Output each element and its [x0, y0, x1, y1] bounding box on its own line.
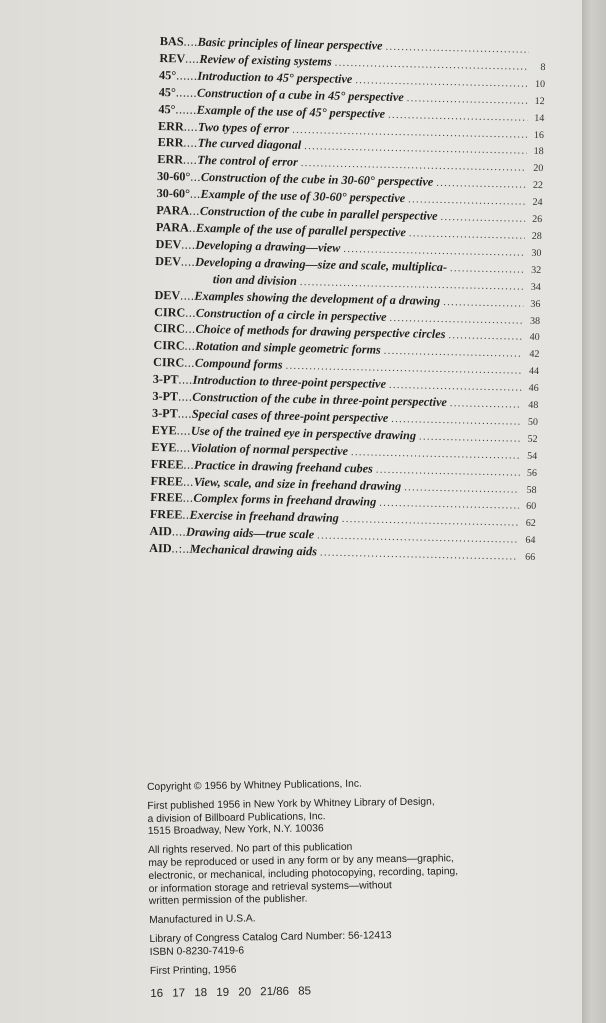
- copyright-line: Copyright © 1956 by Whitney Publications, Inc.: [147, 778, 362, 793]
- toc-section-code: PARA: [155, 219, 190, 235]
- toc-title: Example of the use of 30-60° perspective: [200, 187, 406, 206]
- toc-separator: ...: [184, 321, 196, 337]
- toc-separator: ...: [185, 305, 197, 320]
- toc-page-number: 64: [525, 535, 536, 547]
- toc-leader-dots: [440, 210, 525, 228]
- toc-section-code: CIRC: [153, 338, 185, 353]
- toc-page-number: 40: [529, 332, 540, 344]
- toc-section-code: DEV: [155, 253, 182, 269]
- toc-leader-dots: [385, 40, 529, 59]
- toc-title: Use of the trained eye in perspective drawing: [190, 423, 417, 443]
- toc-leader-dots: [379, 496, 519, 515]
- isbn-line: ISBN 0-8230-7419-6: [149, 945, 245, 958]
- rights-line: written permission of the publisher.: [148, 893, 308, 908]
- toc-page-number: 44: [528, 366, 540, 378]
- toc-separator: ...: [184, 355, 196, 371]
- toc-title: Basic principles of linear perspective: [197, 34, 383, 53]
- rights-notice: [148, 840, 509, 910]
- toc-separator: ...: [183, 457, 195, 472]
- toc-section-code: ERR: [157, 152, 184, 167]
- toc-title: Choice of methods for drawing perspective circles: [195, 322, 446, 342]
- toc-leader-dots: [450, 261, 525, 278]
- rights-line: electronic, or mechanical, including photocopying, recording, taping,: [148, 865, 459, 882]
- toc-page-number: 36: [530, 298, 541, 310]
- toc-separator: ....: [177, 406, 193, 421]
- toc-leader-dots: [443, 295, 524, 313]
- toc-section-code: REV: [159, 50, 186, 66]
- toc-section-code: 45°: [158, 84, 176, 100]
- toc-section-code: FREE: [150, 473, 184, 489]
- toc-separator: ......: [175, 101, 197, 117]
- publication-line: 1515 Broadway, New York, N.Y. 10036: [147, 823, 324, 838]
- toc-page-number: 22: [532, 180, 544, 192]
- toc-page-number: 54: [527, 450, 538, 462]
- toc-title: Construction of a cube in 45° perspective: [196, 85, 404, 104]
- toc-title: Developing a drawing—view: [195, 237, 341, 255]
- toc-page-number: 58: [526, 484, 537, 496]
- toc-section-code: PARA: [156, 203, 190, 218]
- toc-page-number: 24: [532, 196, 543, 209]
- publication-line: First published 1956 in New York by Whitney Library of Design,: [147, 796, 435, 812]
- toc-page-number: 62: [525, 518, 536, 530]
- toc-title: Example of the use of 45° perspective: [196, 102, 386, 121]
- print-number-line: 16 17 18 19 20 21/86 85: [150, 985, 312, 1001]
- toc-separator: ....: [185, 51, 200, 66]
- rights-line: All rights reserved. No part of this publication: [147, 841, 353, 857]
- toc-page-number: 30: [531, 247, 542, 259]
- toc-page-number: 18: [533, 146, 544, 158]
- toc-separator: ..:..: [171, 541, 190, 556]
- printing-line: First Printing, 1956: [149, 964, 237, 977]
- toc-section-code: DEV: [154, 287, 181, 303]
- toc-page-number: 52: [527, 433, 538, 445]
- toc-title: Review of existing systems: [199, 51, 332, 69]
- toc-title: Violation of normal perspective: [190, 440, 349, 458]
- toc-section-code: CIRC: [154, 304, 186, 320]
- toc-separator: ....: [178, 389, 193, 404]
- toc-section-code: EYE: [151, 422, 177, 438]
- toc-separator: ....: [171, 524, 187, 539]
- toc-separator: ....: [182, 152, 198, 168]
- toc-section-code: ERR: [157, 118, 184, 134]
- toc-section-code: 3-PT: [152, 388, 179, 404]
- colophon: [147, 776, 510, 1007]
- toc-title-continuation: tion and division: [212, 271, 297, 288]
- toc-leader-dots: [436, 176, 526, 194]
- toc-page-number: 14: [534, 112, 545, 124]
- toc-separator: ...: [189, 203, 201, 218]
- toc-leader-dots: [384, 344, 523, 363]
- toc-title: Construction of the cube in 30-60° perspective: [200, 170, 434, 190]
- toc-leader-dots: [388, 107, 528, 126]
- rights-line: may be reproduced or used in any form or by any means—graphic,: [148, 853, 454, 869]
- toc-title: Mechanical drawing aids: [189, 541, 318, 559]
- toc-leader-dots: [407, 91, 528, 109]
- catalog-info: [149, 928, 509, 959]
- toc-title: Introduction to 45° perspective: [197, 68, 353, 86]
- toc-section-code: EYE: [151, 439, 177, 455]
- toc-leader-dots: [419, 429, 521, 447]
- toc-separator: ...: [183, 474, 194, 489]
- toc-leader-dots: [450, 396, 522, 413]
- toc-section-code: 30-60°: [156, 169, 191, 184]
- toc-page-number: 34: [530, 281, 541, 293]
- page-edge: [582, 0, 606, 1023]
- toc-section-code: AID: [149, 541, 172, 556]
- toc-separator: ....: [180, 288, 195, 303]
- toc-separator: ...: [189, 186, 201, 202]
- toc-separator: ......: [176, 68, 198, 83]
- toc-section-code: 45°: [158, 101, 176, 116]
- toc-separator: ....: [176, 423, 192, 438]
- catalog-line: Library of Congress Catalog Card Number: 56-12413: [149, 930, 392, 945]
- toc-page-number: 42: [529, 349, 540, 361]
- toc-page-number: 48: [528, 399, 539, 412]
- toc-section-code: BAS: [159, 34, 184, 49]
- toc-separator: ....: [183, 34, 198, 49]
- toc-separator: ..: [182, 507, 190, 523]
- toc-section-code: 30-60°: [156, 186, 191, 201]
- toc-page-number: 12: [534, 95, 545, 107]
- publication-line: a division of Billboard Publications, Inc.: [147, 810, 326, 825]
- toc-separator: ....: [183, 119, 199, 134]
- toc-page-number: 8: [540, 61, 546, 73]
- toc-page-number: 56: [526, 467, 538, 479]
- toc-title: The control of error: [197, 153, 298, 170]
- toc-page-number: 16: [533, 129, 545, 141]
- toc-title: Special cases of three-point perspective: [191, 406, 389, 425]
- publication-info: [147, 795, 508, 839]
- toc-title: Complex forms in freehand drawing: [193, 491, 377, 510]
- toc-title: Examples showing the development of a drawing: [194, 288, 441, 308]
- toc-title: Construction of a circle in perspective: [195, 305, 387, 324]
- toc-section-code: 45°: [158, 67, 177, 83]
- toc-page-number: 38: [529, 315, 541, 327]
- toc-leader-dots: [404, 480, 520, 498]
- toc-title: Construction of the cube in three-point perspective: [192, 389, 448, 410]
- toc-section-code: CIRC: [152, 355, 185, 370]
- table-of-contents: [149, 34, 546, 566]
- toc-title: View, scale, and size in freehand drawing: [193, 474, 402, 493]
- rights-line: or information storage and retrieval systems—without: [148, 879, 392, 895]
- toc-page-number: 20: [533, 163, 544, 175]
- toc-title: Compound forms: [194, 356, 283, 372]
- toc-page-number: 46: [528, 382, 539, 395]
- toc-separator: ....: [181, 237, 196, 252]
- toc-title: Practice in drawing freehand cubes: [194, 457, 374, 476]
- toc-separator: ....: [176, 440, 191, 455]
- toc-section-code: FREE: [149, 507, 183, 522]
- toc-separator: ....: [180, 254, 196, 269]
- toc-title: Introduction to three-point perspective: [192, 372, 387, 391]
- toc-title: Developing a drawing—size and scale, multiplica-: [195, 254, 448, 274]
- toc-section-code: 3-PT: [151, 405, 178, 421]
- toc-separator: ....: [183, 135, 198, 151]
- toc-title: Drawing aids—true scale: [185, 524, 315, 542]
- toc-title: Exercise in freehand drawing: [189, 508, 339, 526]
- toc-leader-dots: [409, 226, 525, 244]
- toc-separator: ..: [188, 220, 197, 235]
- toc-title: Two types of error: [197, 119, 290, 136]
- toc-title: Example of the use of parallel perspective: [195, 220, 406, 240]
- toc-leader-dots: [448, 329, 523, 346]
- toc-page-number: 28: [531, 230, 542, 243]
- toc-page-number: 66: [525, 551, 536, 564]
- toc-section-code: CIRC: [153, 321, 186, 336]
- toc-section-code: AID: [149, 524, 173, 539]
- toc-page-number: 50: [527, 416, 539, 428]
- toc-section-code: DEV: [155, 236, 182, 252]
- toc-separator: ...: [182, 491, 194, 506]
- toc-section-code: FREE: [150, 456, 184, 472]
- toc-page-number: 26: [532, 213, 543, 226]
- toc-title: Construction of the cube in parallel perspective: [199, 203, 438, 223]
- toc-page-number: 60: [526, 501, 537, 513]
- toc-separator: ......: [175, 85, 198, 100]
- manufactured-line: Manufactured in U.S.A.: [149, 913, 256, 927]
- toc-separator: ...: [184, 338, 196, 354]
- toc-section-code: FREE: [150, 490, 183, 506]
- toc-title: Rotation and simple geometric forms: [195, 339, 381, 358]
- toc-page-number: 10: [534, 78, 546, 90]
- toc-section-code: 3-PT: [152, 372, 179, 387]
- toc-page-number: 32: [531, 264, 542, 276]
- toc-separator: ...: [190, 169, 202, 185]
- toc-title: The curved diagonal: [197, 136, 302, 153]
- toc-section-code: ERR: [157, 135, 184, 150]
- toc-separator: ....: [178, 372, 193, 387]
